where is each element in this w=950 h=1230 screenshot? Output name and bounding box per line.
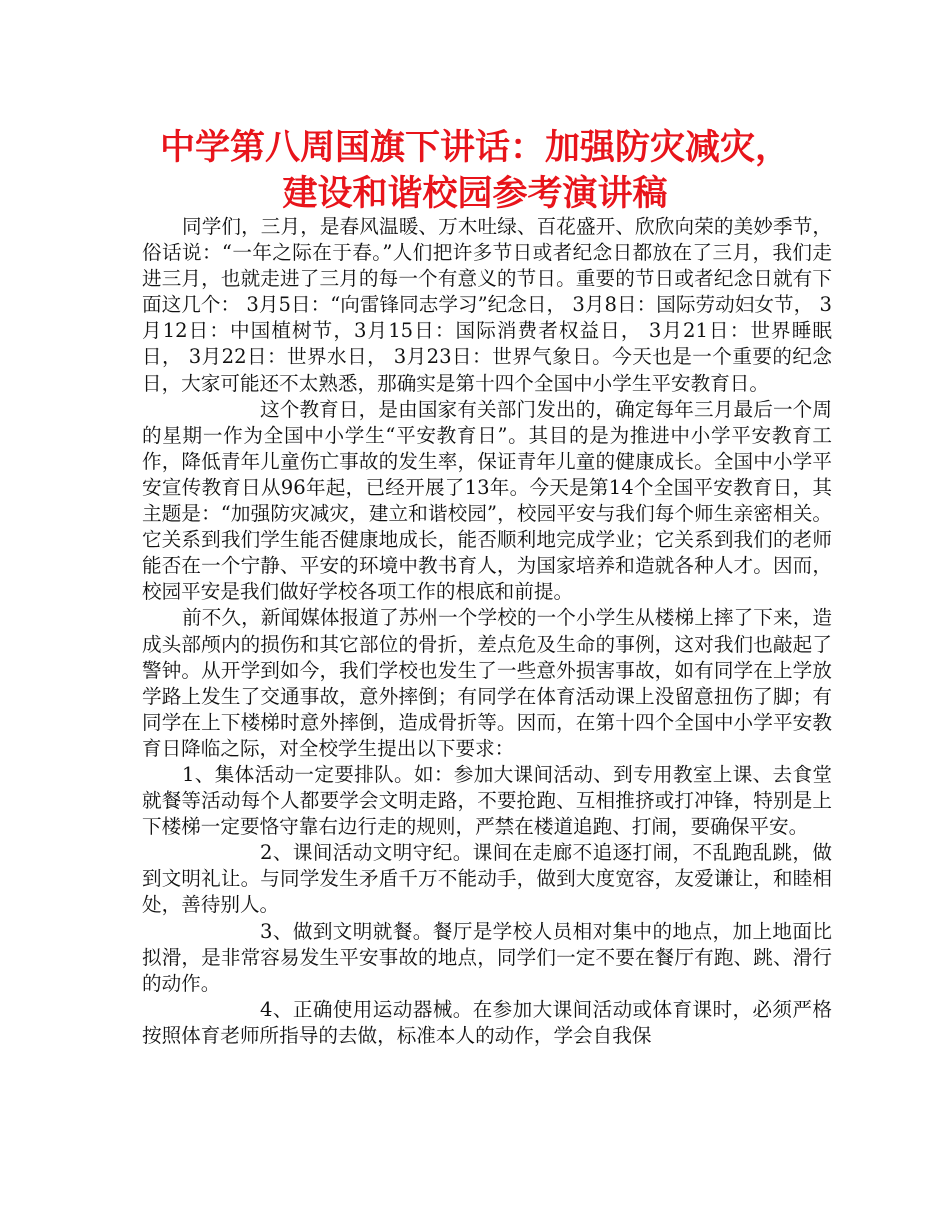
paragraph-rule-1: 1、集体活动一定要排队。如：参加大课间活动、到专用教室上课、去食堂就餐等活动每个人都要学会文明走路，不要抢跑、互相推挤或打冲锋，特别是上下楼梯一定要恪守靠右边行走的规则，严禁在楼道追跑、打闹，要确保平安。 [142, 762, 832, 839]
paragraph-incidents: 前不久，新闻媒体报道了苏州一个学校的一个小学生从楼梯上摔了下来，造成头部颅内的损伤和其它部位的骨折，差点危及生命的事例，这对我们也敲起了警钟。从开学到如今，我们学校也发生了一些意外损害事故，如有同学在上学放学路上发生了交通事故，意外摔倒；有同学在体育活动课上没留意扭伤了脚；有同学在上下楼梯时意外摔倒，造成骨折等。因而，在第十四个全国中小学平安教育日降临之际，对全校学生提出以下要求： [142, 606, 832, 760]
document-title-line-1: 中学第八周国旗下讲话：加强防灾减灾， [159, 128, 790, 168]
paragraph-education-day: 这个教育日，是由国家有关部门发出的，确定每年三月最后一个周的星期一作为全国中小学生“平安教育日”。其目的是为推进中小学平安教育工作，降低青年儿童伤亡事故的发生率，保证青年儿童的健康成长。全国中小学平安宣传教育日从96年起，已经开展了13年。今天是第14个全国平安教育日，其主题是：“加强防灾减灾，建立和谐校园”，校园平安与我们每个师生亲密相关。它关系到我们学生能否健康地成长，能否顺利地完成学业；它关系到我们的老师能否在一个宁静、平安的环境中教书育人，为国家培养和造就各种人才。因而，校园平安是我们做好学校各项工作的根底和前提。 [142, 397, 832, 604]
paragraph-rule-4: 4、正确使用运动器械。在参加大课间活动或体育课时，必须严格按照体育老师所指导的去做，标准本人的动作，学会自我保 [142, 997, 832, 1047]
paragraph-intro: 同学们，三月，是春风温暖、万木吐绿、百花盛开、欣欣向荣的美妙季节，俗话说：“一年之际在于春。”人们把许多节日或者纪念日都放在了三月，我们走进三月，也就走进了三月的每一个有意义的节日。重要的节日或者纪念日就有下面这几个： 3月5日：“向雷锋同志学习”纪念日， 3月8日：国际劳动妇女节， 3月12日：中国植树节，3月15日：国际消费者权益日， 3月21日：世界睡眠日， 3月22日：世界水日， 3月23日：世界气象日。今天也是一个重要的纪念日，大家可能还不太熟悉，那确实是第十四个全国中小学生平安教育日。 [142, 215, 832, 395]
document-title-line-2: 建设和谐校园参考演讲稿 [282, 174, 668, 214]
document-body [142, 214, 832, 1049]
paragraph-rule-2: 2、课间活动文明守纪。课间在走廊不追逐打闹，不乱跑乱跳，做到文明礼让。与同学发生矛盾千万不能动手，做到大度宽容，友爱谦让，和睦相处，善待别人。 [142, 841, 832, 917]
paragraph-rule-3: 3、做到文明就餐。餐厅是学校人员相对集中的地点，加上地面比拟滑，是非常容易发生平安事故的地点，同学们一定不要在餐厅有跑、跳、滑行的动作。 [142, 919, 832, 995]
